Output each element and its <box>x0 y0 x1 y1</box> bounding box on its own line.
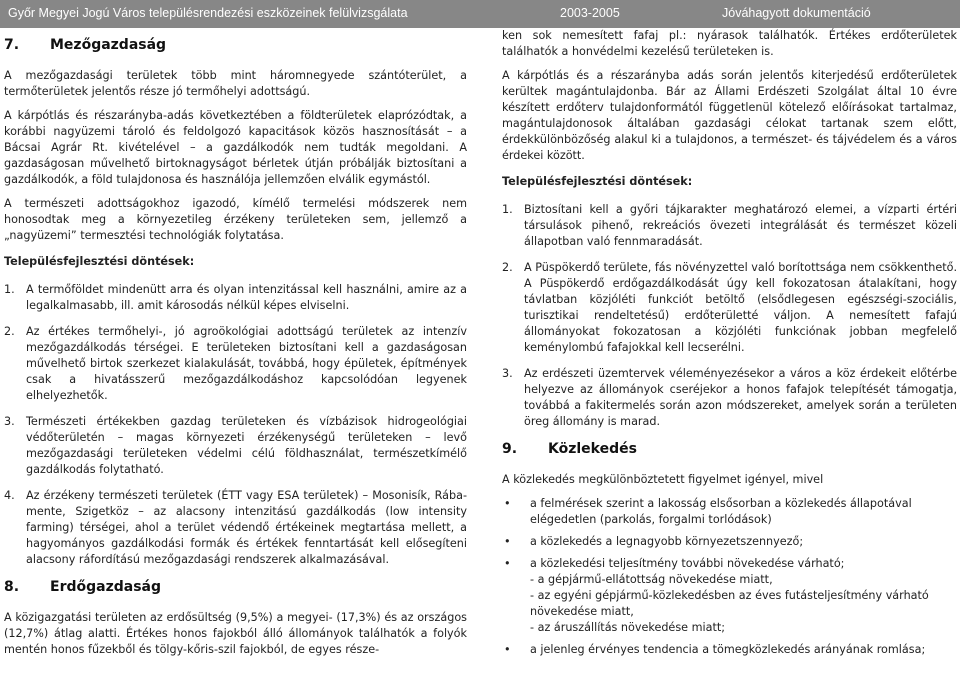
list-item <box>502 366 957 430</box>
paragraph: ken sok nemesített fafaj pl.: nyárasok találhatók. Értékes erdőterületek találhatók a honvédelmi kezelésű területeken is. <box>502 29 957 58</box>
bullet-item <box>502 534 957 550</box>
item-number: 1. <box>502 203 513 216</box>
bullet-subline: - az áruszállítás növekedése miatt; <box>530 621 725 634</box>
right-column <box>502 28 957 664</box>
list-item <box>4 414 467 478</box>
item-text: A termőföldet mindenütt arra és olyan intenzitással kell használni, amire az a legalkalmasabb, ill. amit károsodás nélkül képes elviselni. <box>26 283 467 312</box>
list-item <box>4 488 467 568</box>
section-8-heading <box>4 578 467 596</box>
bullet-text: a közlekedési teljesítmény további növekedése várható; <box>530 557 845 570</box>
item-number: 4. <box>4 489 15 502</box>
item-text: A Püspökerdő területe, fás növényzettel való borítottsága nem csökkenthető. A Püspökerdő erdőgazdálkodását úgy kell fokozatosan átalakítani, hogy távlatban közjóléti funkciót betöltő (elsődlegesen egészségi-szociális, turisztikai rendeltetésű) erdőterületté váljon. A nemesített fafajú állományokat fokozatosan a közjóléti funkciónak jobban megfelelő keménylombú fafajokkal kell lecserélni. <box>524 261 958 354</box>
section-number: 8. <box>4 579 20 595</box>
section-number: 9. <box>502 441 518 457</box>
list-item <box>502 260 957 356</box>
document-header <box>0 0 960 28</box>
list-item <box>4 324 467 404</box>
item-text: Biztosítani kell a győri tájkarakter meghatározó elemei, a vízparti értéri társulások pihenő, rekreációs övezeti integrálását és természet közeli állapotban való fennmaradását. <box>524 203 957 248</box>
list-item <box>502 202 957 250</box>
list-item <box>4 282 467 314</box>
item-text: Az erdészeti üzemtervek véleményezésekor a város a köz érdekeit előtérbe helyezve az állományok cseréjekor a honos fafajok telepítését támogatja, továbbá a fakitermelés során azon módszereket, amelyek során a területen öreg állomány is marad. <box>524 367 957 428</box>
section-title: Mezőgazdaság <box>50 37 167 53</box>
paragraph: A kárpótlás és a részarányba adás során jelentős kiterjedésű erdőterületek kerültek magántulajdonba. Bár az Állami Erdészeti Szolgálat által 10 évre készített erdőterv tulajdonformától függetlenül kötelező előírásokat tartalmaz, magántulajdonosok általában gazdasági célokat tartanak szem előtt, érdekkülönbözőség alakul ki a tulajdonos, a természet- és tájvédelem és a város érdekei között. <box>502 69 957 162</box>
decisions-list <box>502 202 957 430</box>
section-9-heading <box>502 440 957 458</box>
paragraph: A mezőgazdasági területek több mint háromnegyede szántóterület, a termőterületek jelentős része jó termőhelyi adottságú. <box>4 69 467 98</box>
bullet-item <box>502 556 957 636</box>
decisions-heading: Településfejlesztési döntések: <box>502 175 693 188</box>
item-number: 3. <box>502 367 513 380</box>
bullet-icon: • <box>504 535 511 548</box>
paragraph: A közlekedés megkülönböztetett figyelmet igényel, mivel <box>502 473 824 486</box>
paragraph: A természeti adottságokhoz igazodó, kímélő termelési módszerek nem honosodtak meg a környezetileg érzékeny területeken sem, jellemző a „nagyüzemi” termesztési technológiák folytatása. <box>4 197 467 242</box>
bullet-icon: • <box>504 497 511 510</box>
section-title: Erdőgazdaság <box>50 579 161 595</box>
paragraph: A közigazgatási területen az erdősültség (9,5%) a megyei- (17,3%) és az országos (12,7%) átlag alatti. Értékes honos fajokból álló állományok találhatók a folyók mentén honos fűzekből és tölgy-kőris-szil fajokból, de egyes része- <box>4 611 467 656</box>
bullet-icon: • <box>504 557 511 570</box>
paragraph: A kárpótlás és részarányba-adás következtében a földterületek elaprózódtak, a korábbi nagyüzemi tároló és feldolgozó kapacitások közös hasznosítását – a Bácsai Agrár Rt. kivételével – a gazdálkodók nem tudták megoldani. A gazdaságosan művelhető birtoknagyságot bérletek útján próbálják biztosítani a gazdálkodók, a föld tulajdonosa és használója jellemzően elválik egymástól. <box>4 109 467 186</box>
item-text: Az érzékeny természeti területek (ÉTT vagy ESA területek) – Mosonisík, Rába-mente, Szigetköz – az alacsony intenzitású gazdálkodás (low intensity farming) térségei, ahol a terület védendő értékeinek megtartása mellett, a hagyományos gazdálkodási formák és értékek fenntartását kell elősegíteni alacsony ráfordítású mezőgazdasági rendszerek alkalmazásával. <box>26 489 467 566</box>
left-column <box>4 28 467 666</box>
item-number: 2. <box>4 325 15 338</box>
item-text: Természeti értékekben gazdag területeken és vízbázisok hidrogeológiai védőterületén – magas környezeti érzékenységű területeken – levő mezőgazdasági területeken védelmi célú földhasználat, természetkímélő gazdálkodás folytatható. <box>26 415 467 476</box>
header-status: Jóváhagyott dokumentáció <box>722 6 871 20</box>
section-number: 7. <box>4 37 20 53</box>
bullet-icon: • <box>504 643 511 656</box>
decisions-heading: Településfejlesztési döntések: <box>4 255 195 268</box>
header-title: Győr Megyei Jogú Város településrendezési eszközeinek felülvizsgálata <box>8 6 408 20</box>
bullet-text: a jelenleg érvényes tendencia a tömegközlekedés arányának romlása; <box>530 643 926 656</box>
bullet-item <box>502 642 957 658</box>
header-years: 2003-2005 <box>560 6 620 20</box>
bullet-text: a közlekedés a legnagyobb környezetszennyező; <box>530 535 804 548</box>
item-number: 1. <box>4 283 15 296</box>
bullet-text: a felmérések szerint a lakosság elsősorban a közlekedés állapotával elégedetlen (parkolás, forgalmi torlódások) <box>530 497 912 526</box>
section-title: Közlekedés <box>548 441 637 457</box>
decisions-list <box>4 282 467 568</box>
bullet-item <box>502 496 957 528</box>
bullet-list <box>502 496 957 658</box>
section-7-heading <box>4 36 467 54</box>
bullet-subline: - az egyéni gépjármű-közlekedésben az éves futásteljesítmény várható növekedése miatt, <box>530 589 929 618</box>
item-number: 3. <box>4 415 15 428</box>
item-text: Az értékes termőhelyi-, jó agroökológiai adottságú területek az intenzív mezőgazdálkodás térségei. E területeken biztosítani kell a gazdaságosan művelhető birtok szerkezet kialakulását, továbbá, hogy épületek, építmények csak a hivatásszerű mezőgazdálkodáshoz kapcsolódóan legyenek elhelyezhetők. <box>26 325 467 402</box>
bullet-subline: - a gépjármű-ellátottság növekedése miatt, <box>530 573 773 586</box>
item-number: 2. <box>502 261 513 274</box>
